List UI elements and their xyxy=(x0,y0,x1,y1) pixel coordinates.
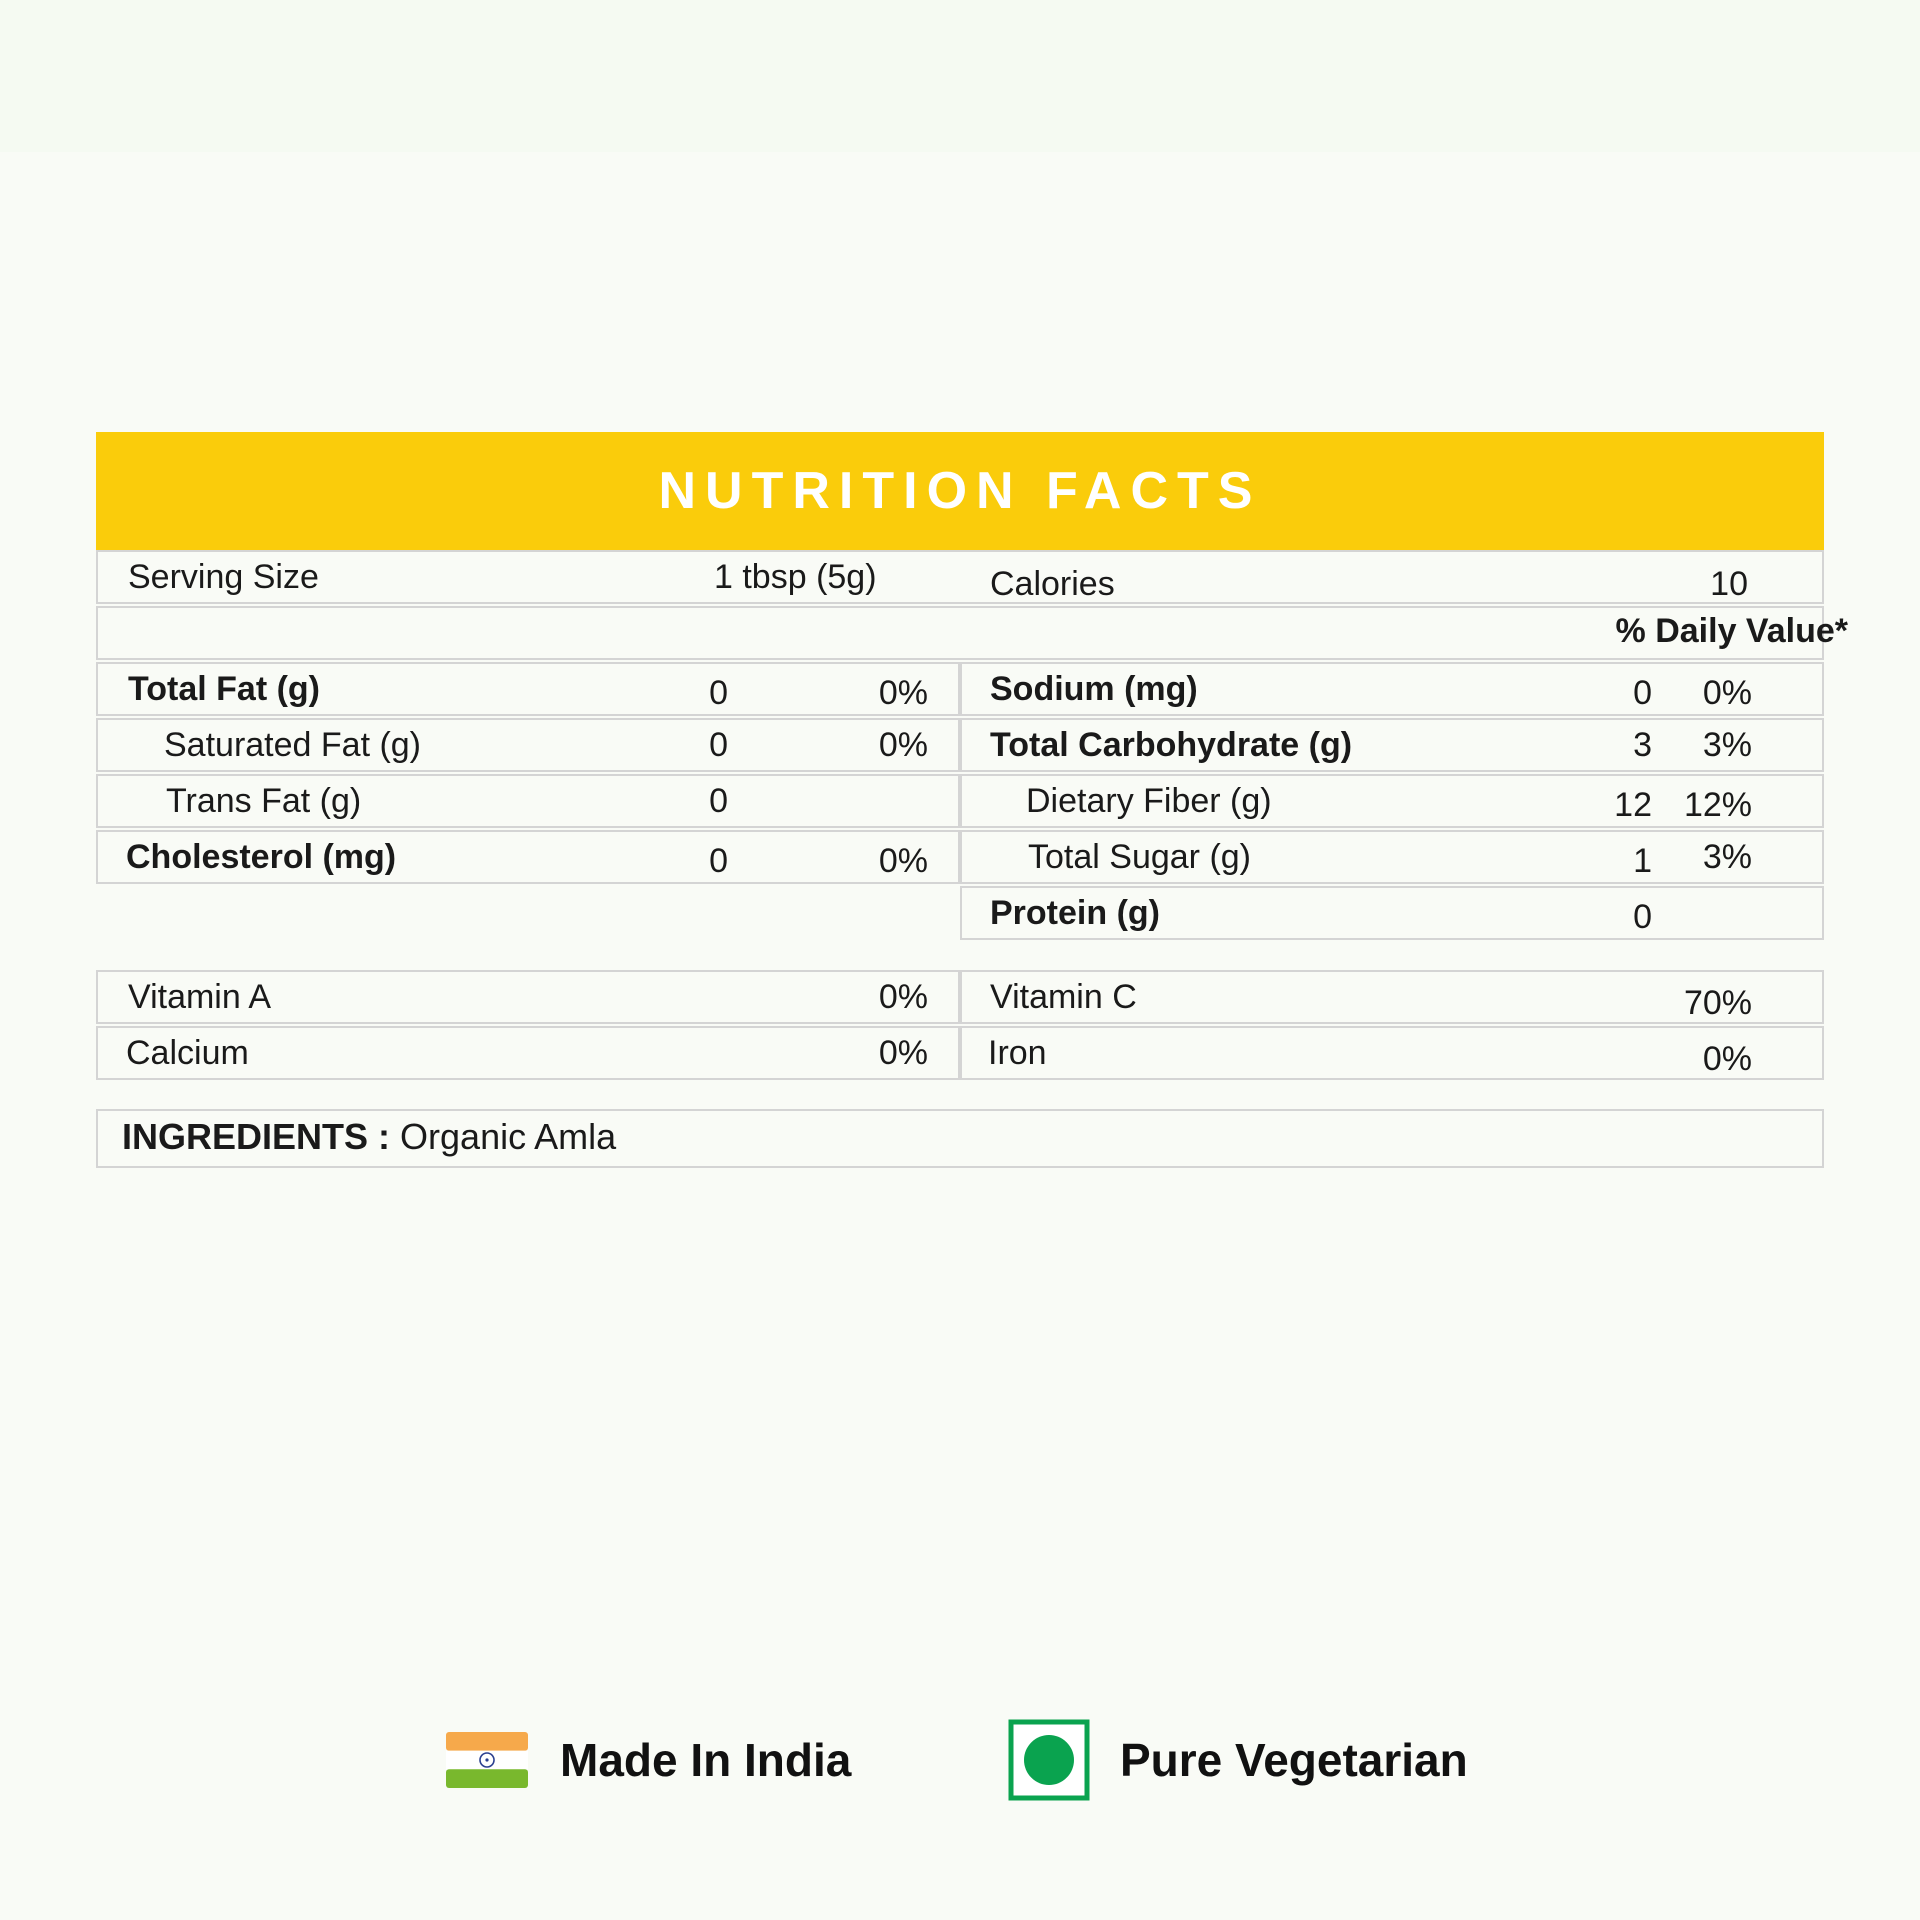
nutrient-dv: 0% xyxy=(878,674,928,712)
top-band xyxy=(0,0,1920,152)
daily-value-header: % Daily Value* xyxy=(1615,612,1848,650)
made-in-india-label: Made In India xyxy=(560,1734,852,1786)
calories-label: Calories xyxy=(990,565,1115,603)
nutrient-label: Cholesterol (mg) xyxy=(126,838,397,876)
nutrient-label: Sodium (mg) xyxy=(990,670,1198,708)
nutrient-row xyxy=(960,830,1824,884)
vitamin-dv: 0% xyxy=(878,1034,928,1072)
calories-value: 10 xyxy=(1710,565,1748,603)
vitamin-label: Vitamin A xyxy=(128,978,272,1016)
nutrient-amount: 0 xyxy=(1633,674,1652,712)
vitamin-label: Iron xyxy=(988,1034,1047,1072)
nutrient-label: Protein (g) xyxy=(990,894,1160,932)
nutrient-label: Total Fat (g) xyxy=(128,670,320,708)
nutrient-row xyxy=(96,718,960,772)
nutrient-dv: 0% xyxy=(878,726,928,764)
vitamin-row xyxy=(960,970,1824,1024)
nutrient-dv: 0% xyxy=(1702,674,1752,712)
nutrient-row xyxy=(960,774,1824,828)
nutrient-dv: 0% xyxy=(878,842,928,880)
nutrient-amount: 12 xyxy=(1614,786,1652,824)
nutrient-dv: 12% xyxy=(1683,786,1752,824)
nutrition-facts-title: NUTRITION FACTS xyxy=(96,432,1824,550)
nutrient-dv: 3% xyxy=(1702,726,1752,764)
nutrient-amount: 0 xyxy=(709,726,728,764)
pure-vegetarian-badge xyxy=(1008,1720,1468,1800)
nutrient-row xyxy=(96,830,960,884)
ingredients-label: INGREDIENTS : xyxy=(122,1116,391,1157)
vitamin-label: Vitamin C xyxy=(990,978,1137,1016)
nutrient-amount: 0 xyxy=(709,842,728,880)
ingredients-value: Organic Amla xyxy=(400,1116,617,1157)
nutrient-label: Saturated Fat (g) xyxy=(164,726,422,764)
made-in-india-badge xyxy=(446,1720,851,1800)
vitamin-label: Calcium xyxy=(126,1034,249,1072)
nutrient-row xyxy=(960,718,1824,772)
nutrient-label: Total Sugar (g) xyxy=(1028,838,1251,876)
nutrient-label: Total Carbohydrate (g) xyxy=(990,726,1353,764)
vitamin-dv: 0% xyxy=(1702,1040,1752,1078)
nutrient-row xyxy=(960,662,1824,716)
nutrient-label: Dietary Fiber (g) xyxy=(1026,782,1272,820)
vitamin-dv: 70% xyxy=(1683,984,1752,1022)
nutrient-dv: 3% xyxy=(1702,838,1752,876)
nutrient-amount: 3 xyxy=(1633,726,1652,764)
daily-value-row xyxy=(96,606,1848,660)
ingredients-box xyxy=(96,1109,1824,1168)
vitamin-row xyxy=(96,1026,960,1080)
nutrient-amount: 0 xyxy=(709,674,728,712)
nutrient-row xyxy=(960,886,1824,940)
vitamin-row xyxy=(960,1026,1824,1080)
serving-size-value: 1 tbsp (5g) xyxy=(714,558,877,596)
nutrient-row xyxy=(96,774,960,828)
serving-row xyxy=(96,550,1824,604)
nutrient-row xyxy=(96,662,960,716)
nutrient-label: Trans Fat (g) xyxy=(166,782,362,820)
serving-size-label: Serving Size xyxy=(128,558,319,596)
veg-mark-icon xyxy=(1008,1719,1090,1801)
nutrient-amount: 1 xyxy=(1633,842,1652,880)
nutrient-amount: 0 xyxy=(1633,898,1652,936)
india-flag-icon xyxy=(446,1732,528,1788)
vitamin-row xyxy=(96,970,960,1024)
pure-vegetarian-label: Pure Vegetarian xyxy=(1120,1734,1468,1786)
vitamin-dv: 0% xyxy=(878,978,928,1016)
nutrient-amount: 0 xyxy=(709,782,728,820)
